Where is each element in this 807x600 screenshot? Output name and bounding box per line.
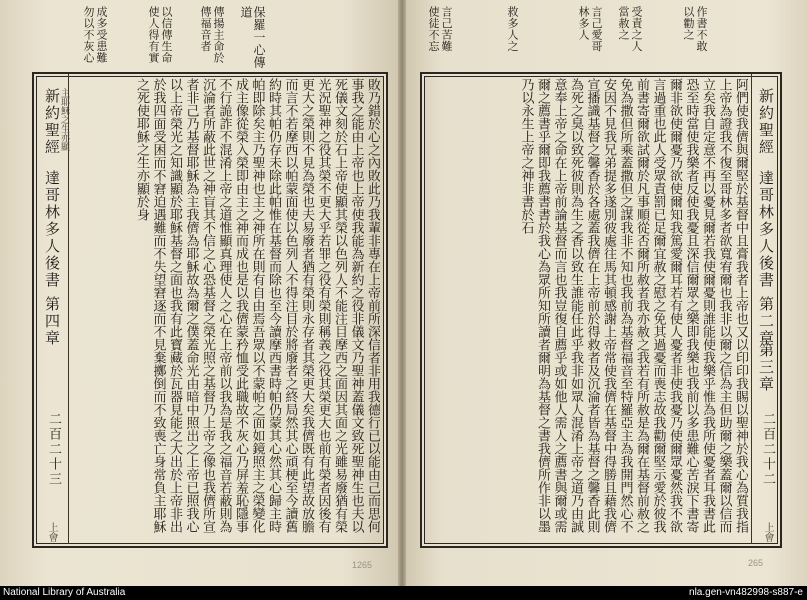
archive-footer-bar [0,586,807,600]
margin-note: 以勸之 [682,6,695,41]
right-margin-note [506,6,518,52]
pencil-mark-right: 265 [748,558,764,568]
right-margin-note [440,6,452,52]
pencil-mark-left: 1265 [352,560,373,570]
left-margin-note [252,6,265,69]
margin-note: 以信傳生命 [160,6,173,64]
right-margin-note [427,6,439,52]
left-header-chapter: 第四章 [43,296,61,347]
right-margin-note [630,6,642,52]
right-header-chapter: 第二章 [757,296,775,347]
margin-note: 使徒不忘 [427,6,440,52]
margin-note: 言己愛哥 [590,6,603,52]
margin-note: 受責之人 [630,6,643,52]
margin-note: 傳福音者 [199,6,212,52]
left-margin-note [239,6,252,19]
left-footer-mark: 上會 [46,522,57,542]
right-page-number: 二百二十二 [760,412,775,487]
left-header-note: 主耶穌之生亦顯 [59,88,69,151]
margin-note: 道 [239,6,253,19]
right-header-chapter2: 第三章 [757,342,775,393]
left-page-number: 二百二十三 [46,412,61,487]
margin-note: 傳揚主命於 [212,6,225,64]
right-header-book: 達哥林多人後書 [757,170,775,289]
margin-note: 使人得有實 [147,6,160,64]
margin-note: 勿以不灰心 [82,6,95,64]
margin-note: 作書不敢 [695,6,708,52]
margin-note: 當赦之 [617,6,630,41]
library-name: National Library of Australia [3,587,126,598]
left-margin-note [212,6,224,64]
margin-note: 林多人 [577,6,590,41]
left-body-text: 敗乃錯於心之內敗此乃我輩非專在上帝前所深信者非用我德行已以能由己而思何事我之能由上帝也上帝使我能為新約之役非儀文乃聖神蓋儀文致死聖神生也夫以死儀文刻於石上帝使顯其榮以色列人不能注目摩西之面因其面之光雖易廢猶有榮光況聖神之役其榮不更大乎若罪之役有榮則稱義之役其榮更大也前有榮者因後有更大之榮則不見為榮也夫易廢者猶有榮則永存者其榮更大矣我儕既有此望故放膽而言不若摩西以帕蒙面使以色列人不得注目於將廢者之終局然其心頑梗至今讀舊約時其帕仍存未除此帕惟在基督而除也至今讀摩西書時帕仍蒙其心然其心歸主時帕即除矣主乃聖神也主之神所在則有自由焉吾眾以不蒙帕之面如鏡照主之榮變化成主像從榮入榮即由主之神而成也是以我儕蒙矜恤受此職故不灰心乃屏羞恥隱事不行詭詐不混淆上帝之道惟顯真理使人之心在上帝前以我為是我之福音若蔽則為沉淪者所蔽此世之神盲其不信之心恐基督之榮光照之基督乃上帝之像也我儕所宣者非己乃基督耶穌為主我儕為耶穌故為爾之僕蓋命光由暗中照出之上帝已照我心以上帝榮光之知識顯於耶穌基督之面也我有此寶藏於瓦器見能之大出於上帝非出於我四面受困而不窘迫遇難而不失望窘逐而不見棄擲倒而不致喪亡身常負主耶穌之死使耶穌之生亦顯於身 [134,78,380,533]
left-header-book: 達哥林多人後書 [43,170,61,289]
right-footer-mark: 上會 [762,522,773,542]
right-margin-note [617,6,629,41]
margin-note: 救多人之 [506,6,519,52]
right-margin-note [695,6,707,52]
left-margin-note [82,6,94,64]
right-header-title: 新約聖經 [757,88,775,156]
left-margin-note [95,6,107,64]
book-gutter [398,0,406,586]
left-margin-note [160,6,172,64]
record-id: nla.gen-vn482998-s887-e [689,587,803,598]
left-header-title: 新約聖經 [43,88,61,156]
right-margin-note [577,6,589,41]
margin-note: 成多受患難 [95,6,108,64]
right-margin-note [682,6,694,41]
margin-note: 言己苦難 [440,6,453,52]
right-header-rule [751,74,752,544]
left-margin-note [199,6,211,52]
right-body-text: 阿們使我儕與爾堅於基督中且膏我者上帝也又以印印我賜以聖神於我心為質我指上帝為證我不復至哥林多者欲寬宥爾也我非以爾之信為主但助爾之樂蓋爾以信而立矣我自定意不再以憂見爾若我使爾憂則誰能使我樂乎惟為我所使憂者耳我書此恐至時當使我樂者反使我憂且深信爾眾之樂即我樂也我前以多患難心苦淚下書寄爾非欲使爾憂乃欲使爾知我篤愛爾耳若有使人憂者非使我憂乃使爾眾憂然我不欲言過重也此人受眾責罰已足爾宜赦之慰之免其過憂而喪志故我勸爾堅示愛於彼我前書寄爾欲試爾於凡事順從否爾所赦者我亦赦之我若有所赦是為爾在基督前赦之免為撒但所乘蓋撒但之謀我非不知也我前為基督福音至特羅亞主為我開門然心不安因不見我兄弟提多遂別彼處往馬其頓感謝上帝常使我儕在基督中得勝且藉我儕宣播識基督之馨香於各處蓋我儕在上帝前於得救者及沉淪者皆為基督之馨香此則為死之臭以致死彼則為生之香以致生誰能任此乎我非如眾人混淆上帝之道乃由誠意奉上帝之命在上帝前論基督而言也我豈復自薦乎或如他人需人之薦書與爾或需爾之薦書乎爾即我薦書書於我心為眾所知所讀者爾明為基督之書我儕所作非以墨乃以永生上帝之神非書於石 [518,78,748,533]
margin-note: 保羅一心傳 [252,6,266,69]
left-margin-note [147,6,159,64]
right-margin-note [590,6,602,52]
